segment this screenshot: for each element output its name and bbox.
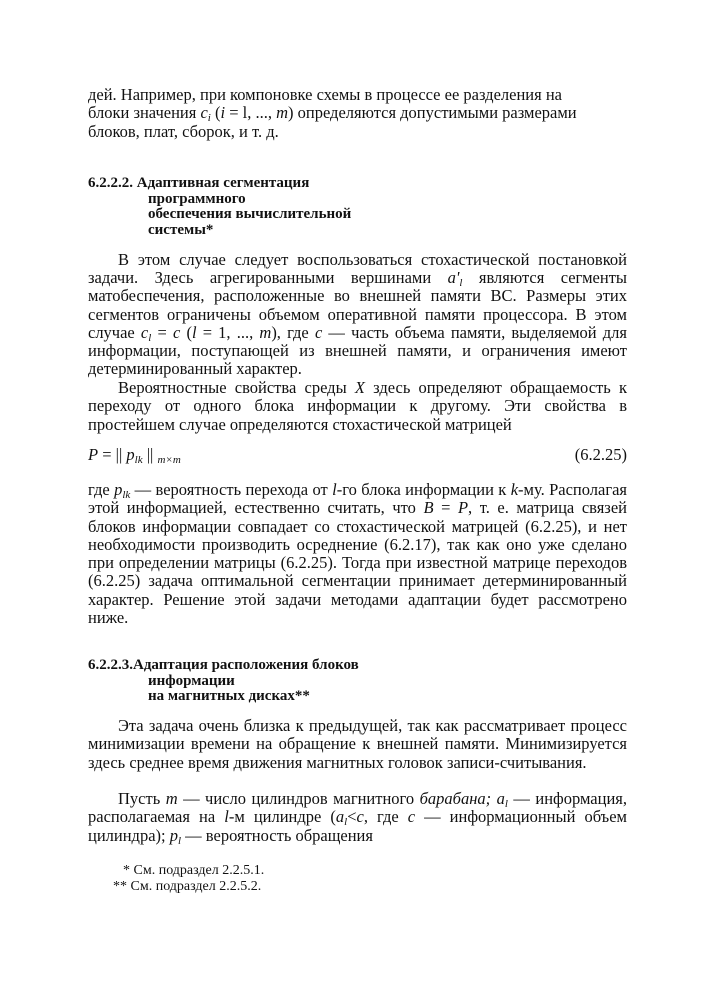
p2-text-2: здесь определяют обращаемость к переходу от одного блока информации к другому. Эти свойства в простейшем случае определяются стохастической матрицей [88,378,627,434]
p1-text-4: ( [180,322,192,342]
var-k: k [510,480,519,499]
top-line-2b: ( [210,103,221,123]
top-line-3: блоков, плат, сборок, и т. д. [88,121,279,141]
section-number: 6.2.2.3. [88,657,133,673]
section-title-line-1: Адаптация расположения блоков [133,657,359,673]
p1-text-6: ), где [271,322,315,342]
footnote-2: ** См. подраздел 2.2.5.2. [113,879,262,894]
p1-text-3: = [151,322,173,342]
section-heading-6-2-2-2 [88,176,548,238]
sub-lk: lk [122,489,131,501]
var-a-prime: a' [447,268,460,288]
var-l: l [191,322,197,342]
eq-sub: lk [134,454,143,466]
p3-text-2: — вероятность перехода от [130,480,333,499]
var-i: i [220,103,226,123]
p5-text-6: , где [363,807,408,827]
var-c: c [314,322,323,342]
italic-drum: барабана; a [419,789,505,808]
var-x: X [354,378,365,397]
paragraph-5 [88,790,627,845]
equation-6-2-25 [88,446,627,464]
p5-text-2: — число цилиндров магнитного [177,789,420,808]
sub-l: l [177,834,182,847]
p5-text-3: — информация, располагаемая на [88,789,627,827]
var-b: B [423,498,434,518]
top-paragraph [88,86,627,141]
eq-close: || [142,445,158,464]
var-c: c [172,322,181,342]
p3-text-3: -го блока информации к [336,480,511,499]
p1-text-7: — часть объема памяти, выделяемой для информации, поступающей из внешней памяти, и ограничения имеют детерминированный характер. [88,322,627,379]
section-title-line-3: на магнитных дисках** [148,688,310,704]
p5-text-4: -м цилиндре ( [228,807,336,827]
eq-sign: = || [98,445,127,464]
sub-l: l [504,798,508,810]
top-line-2c: = l, ..., [225,103,277,123]
p3-text-1: где [88,480,115,499]
var-m: m [259,322,272,342]
p1-text-5: = 1, ..., [196,322,260,342]
top-line-1: дей. Например, при компоновке схемы в процессе ее разделения на [88,85,562,104]
eq-dim: m×m [157,454,181,466]
p3-text-4: -му. Располагая этой информацией, естественно считать, что [88,480,628,518]
var-l: l [224,807,229,827]
section-title-line-2: информации [148,672,235,689]
paragraph-3 [88,481,627,627]
equation-number: (6.2.25) [574,445,627,464]
var-a: a [335,807,345,827]
section-heading-6-2-2-3 [88,658,548,705]
sub-l: l [148,331,152,344]
var-c: c [356,807,364,827]
p5-text-1: Пусть [118,789,166,808]
p5-text-8: — вероятность обращения [181,825,373,845]
paragraph-1 [88,251,627,378]
p5-text-7: — информационный объем цилиндра); [88,807,627,845]
top-line-2a: блоки значения [88,103,201,123]
sub-l: l [344,816,348,829]
top-line-2d: ) определяются допустимыми размерами [288,103,577,123]
sub-i: i [207,112,211,125]
var-c: c [200,103,208,123]
var-c: c [407,807,416,827]
section-number: 6.2.2.2. [88,175,133,191]
section-title-line-1: Адаптивная сегментация [136,175,310,191]
p1-text-2: являются сегменты матобеспечения, расположенные во внешней памяти ВС. Размеры этих сегментов ограничены объемом оперативной памяти процессора. В этом случае [88,268,627,342]
footnote-1: * См. подраздел 2.2.5.1. [123,863,265,878]
p5-text-5: < [347,807,357,827]
equation-body [88,446,181,464]
var-l: l [332,480,337,499]
paragraph-4 [88,717,627,772]
sub-l: l [459,277,463,290]
section-title-line-4: системы* [148,221,214,238]
var-p-matrix: P [457,498,469,518]
p2-text-1: Вероятностные свойства среды [118,378,355,397]
section-title-line-3: обеспечения вычислительной [148,206,352,222]
p4-text-1: Эта задача очень близка к предыдущей, так как рассматривает процесс минимизации времени на обращение к внешней памяти. Минимизируется здесь среднее время движения магнитных головок записи-считывания. [88,716,627,772]
var-p: p [114,480,123,499]
var-m: m [165,789,178,808]
var-p: p [169,825,178,845]
p1-text-1: В этом случае следует воспользоваться стохастической постановкой задачи. Здесь агрегированными вершинами [88,250,627,288]
p3-text-6: , т. е. матрица связей блоков информации совпадает со стохастической матрицей (6.2.25), и нет необходимости производить осреднение (6.2.17), так как оно уже сделано при определении матрицы (6.2.25). Тогда при известной матрице переходов (6.2.25) задача оптимальной сегментации принимает детерминированный характер. Решение этой задачи методами адаптации будет рассмотрено ниже. [88,498,627,628]
paragraph-2 [88,379,627,434]
var-m: m [276,103,288,123]
p3-text-5: = [433,498,458,518]
eq-lhs: P [88,445,99,464]
section-title-line-2: программного [148,190,246,207]
var-c: c [140,322,149,342]
eq-p: p [126,445,135,464]
